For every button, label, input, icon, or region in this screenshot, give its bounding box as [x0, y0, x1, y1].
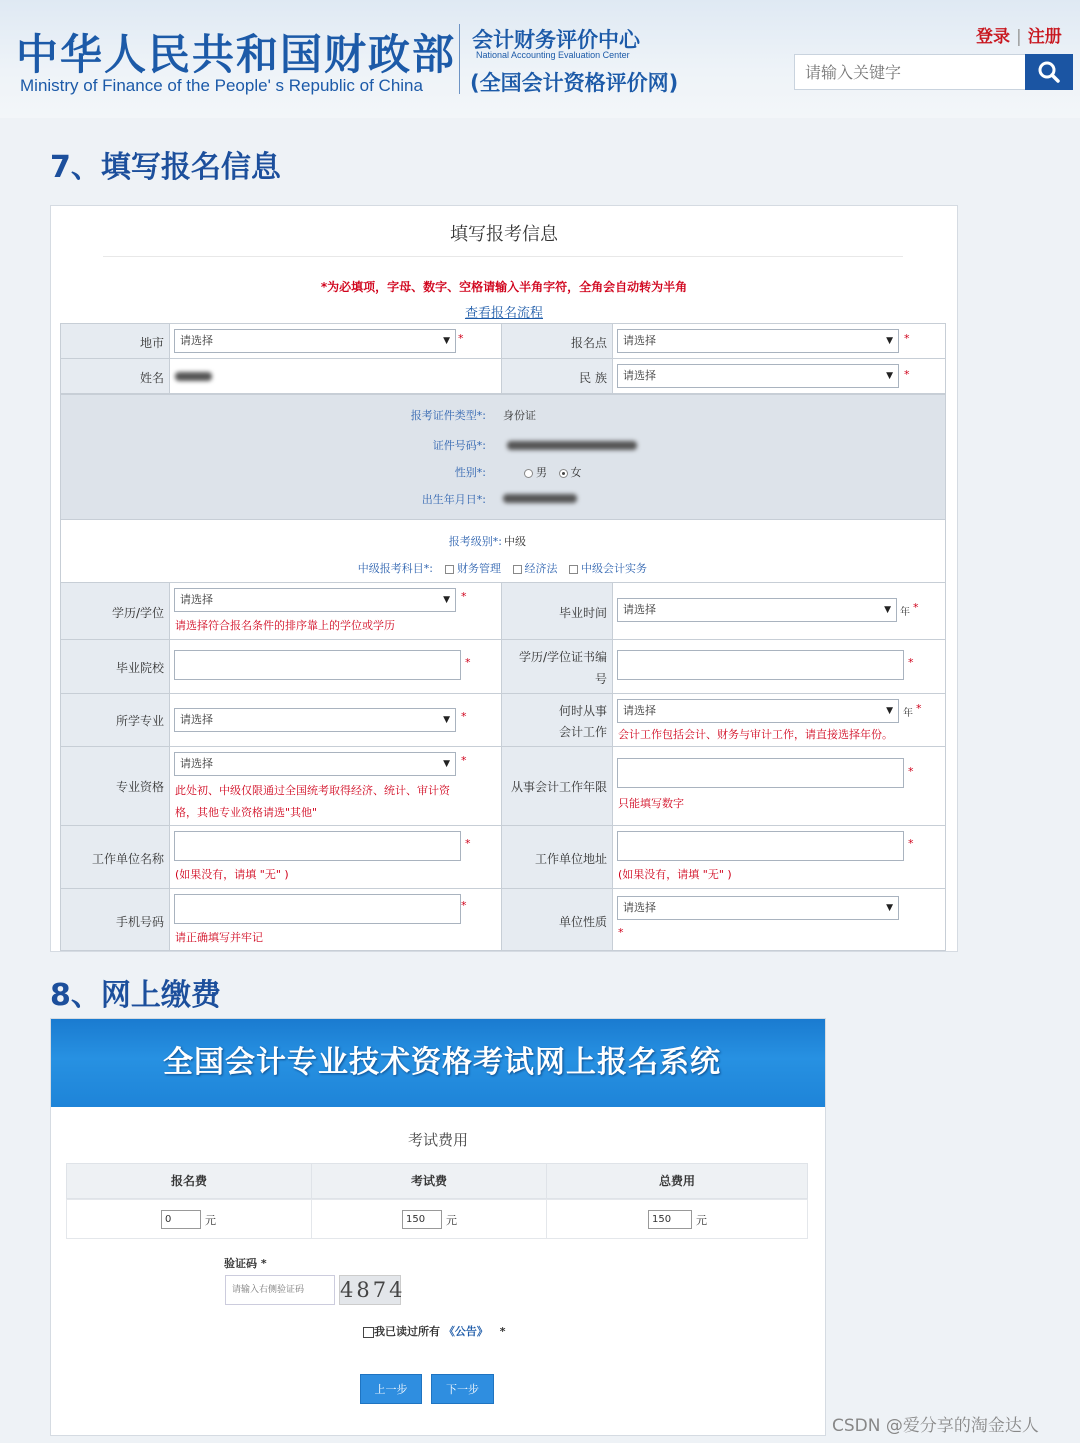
captcha-input[interactable]: [226, 1276, 334, 1304]
search-icon: [1025, 54, 1073, 90]
auth-links: [976, 22, 1062, 47]
city-select[interactable]: [174, 329, 456, 353]
view-process-link[interactable]: 查看报名流程: [464, 306, 543, 321]
phone-input[interactable]: [174, 894, 461, 924]
chevron-down-icon: ▼: [884, 605, 891, 615]
step7-title: 7、填写报名信息: [50, 150, 281, 185]
required-mark: *: [461, 754, 467, 767]
gender-radios: [524, 464, 582, 480]
id-type-label: 报考证件类型*:: [410, 409, 486, 422]
chevron-down-icon: ▼: [443, 759, 450, 769]
subject-option-2: 经济法: [524, 562, 558, 575]
agreement-text: 我已读过所有: [374, 1325, 440, 1338]
step8-title: 8、网上缴费: [50, 978, 221, 1013]
phone-hint: 请正确填写并牢记: [175, 931, 263, 944]
registration-fee-field[interactable]: 0: [161, 1210, 201, 1229]
year-unit: 年: [903, 708, 913, 719]
required-mark: *: [465, 837, 471, 850]
subject-option-1: 财务管理: [457, 562, 501, 575]
currency-label: 元: [696, 1214, 707, 1227]
search-box: [794, 54, 1026, 90]
label-cell: [501, 358, 613, 394]
start-work-select[interactable]: [617, 699, 899, 723]
exam-site-select-value: 请选择: [623, 334, 656, 347]
center-subtitle: (全国会计资格评价网): [470, 71, 679, 95]
school-input[interactable]: [174, 650, 461, 680]
unit-type-label: 单位性质: [558, 915, 607, 929]
label-cell: [60, 825, 170, 889]
grad-time-select[interactable]: [617, 598, 897, 622]
employer-addr-hint: (如果没有，请填 "无" ): [618, 868, 732, 881]
education-label: 学历/学位: [111, 606, 164, 620]
education-select-value: 请选择: [180, 593, 213, 606]
name-label: 姓名: [139, 371, 164, 385]
unit-type-select[interactable]: [617, 896, 899, 920]
fee-cell-registration: [66, 1199, 312, 1239]
agreement-checkbox[interactable]: [363, 1327, 374, 1338]
start-work-select-value: 请选择: [623, 704, 656, 717]
start-work-hint: 会计工作包括会计、财务与审计工作，请直接选择年份。: [618, 728, 893, 741]
center-title: 会计财务评价中心: [472, 28, 640, 52]
watermark: CSDN @爱分享的淘金达人: [832, 1416, 1039, 1436]
auth-separator: |: [1016, 27, 1022, 47]
system-banner: [51, 1019, 825, 1107]
gender-male-radio[interactable]: [524, 469, 533, 478]
label-cell: [501, 323, 613, 359]
required-mark: *: [618, 926, 624, 939]
label-cell: [501, 639, 613, 694]
gender-label: 性别*:: [454, 466, 486, 479]
years-hint: 只能填写数字: [618, 797, 684, 810]
ethnicity-select[interactable]: [617, 364, 899, 388]
redacted-birthdate: [503, 494, 577, 503]
required-mark: *: [904, 368, 910, 381]
fee-header-total: 总费用: [546, 1163, 808, 1199]
exam-site-select[interactable]: [617, 329, 899, 353]
employer-hint: (如果没有，请填 "无" ): [175, 868, 289, 881]
chevron-down-icon: ▼: [886, 706, 893, 716]
site-logo-title[interactable]: 中华人民共和国财政部: [16, 30, 457, 79]
major-label: 所学专业: [115, 714, 164, 728]
gender-male-label: 男: [536, 466, 547, 479]
fee-cell-total: [546, 1199, 808, 1239]
education-select[interactable]: [174, 588, 456, 612]
subject-checkbox[interactable]: [513, 565, 522, 574]
payment-panel: [50, 1018, 826, 1436]
unit-type-select-value: 请选择: [623, 901, 656, 914]
name-value-cell: [169, 358, 502, 394]
qualification-hint-2: 格，其他专业资格请选"其他": [175, 806, 318, 819]
required-mark: *: [908, 656, 914, 669]
exam-site-label: 报名点: [570, 336, 607, 350]
label-cell: [60, 582, 170, 640]
chevron-down-icon: ▼: [886, 371, 893, 381]
currency-label: 元: [446, 1214, 457, 1227]
gender-female-label: 女: [570, 466, 582, 479]
chevron-down-icon: ▼: [886, 903, 893, 913]
cert-number-label-2: 号: [594, 672, 607, 686]
label-cell: [60, 888, 170, 951]
birthdate-label: 出生年月日*:: [421, 493, 486, 506]
years-label: 从事会计工作年限: [510, 780, 607, 794]
form-notice: *为必填项，字母、数字、空格请输入半角字符，全角会自动转为半角: [320, 280, 688, 294]
ethnicity-label: 民 族: [579, 371, 607, 385]
prev-step-button[interactable]: 上一步: [360, 1374, 422, 1404]
major-select[interactable]: [174, 708, 456, 732]
required-mark: *: [461, 590, 467, 603]
label-cell: [60, 358, 170, 394]
grad-time-select-value: 请选择: [623, 603, 656, 616]
chevron-down-icon: ▼: [886, 336, 893, 346]
qualification-select-value: 请选择: [180, 757, 213, 770]
subject-checkbox[interactable]: [445, 565, 454, 574]
site-header: [0, 0, 1080, 118]
required-mark: *: [908, 765, 914, 778]
label-cell: [501, 888, 613, 951]
label-cell: [501, 746, 613, 826]
cert-number-input[interactable]: [617, 650, 904, 680]
major-select-value: 请选择: [180, 713, 213, 726]
chevron-down-icon: ▼: [443, 715, 450, 725]
register-link[interactable]: 注册: [1027, 27, 1062, 47]
system-banner-title: 全国会计专业技术资格考试网上报名系统: [163, 1045, 721, 1080]
ethnicity-select-value: 请选择: [623, 369, 656, 382]
employer-label: 工作单位名称: [91, 852, 164, 866]
required-mark: *: [499, 1325, 506, 1338]
level-label: 报考级别*:: [448, 535, 502, 548]
exam-fee-field[interactable]: 150: [402, 1210, 442, 1229]
required-mark: *: [458, 332, 464, 345]
start-work-label-2: 会计工作: [558, 725, 607, 739]
start-work-label: 何时从事: [558, 704, 607, 718]
site-logo-subtitle: Ministry of Finance of the People' s Republic of China: [20, 76, 423, 95]
required-mark: *: [461, 710, 467, 723]
phone-label: 手机号码: [115, 915, 164, 929]
form-title: 填写报考信息: [450, 224, 558, 245]
city-select-value: 请选择: [180, 334, 213, 347]
required-mark: *: [913, 601, 919, 614]
label-cell: [501, 582, 613, 640]
subject-checkbox[interactable]: [569, 565, 578, 574]
education-hint: 请选择符合报名条件的排序靠上的学位或学历: [175, 619, 395, 632]
next-step-button[interactable]: 下一步: [431, 1374, 494, 1404]
grad-time-label: 毕业时间: [558, 606, 607, 620]
qualification-label: 专业资格: [115, 780, 164, 794]
agreement-row: [363, 1323, 505, 1339]
identity-block: [60, 394, 946, 520]
level-block: [60, 519, 946, 583]
qualification-hint: 此处初、中级仅限通过全国统考取得经济、统计、审计资: [175, 784, 450, 797]
redacted-name: [175, 372, 212, 381]
redacted-id-number: [507, 441, 637, 450]
gender-female-radio[interactable]: [559, 469, 568, 478]
label-cell: [60, 639, 170, 694]
center-english-title: National Accounting Evaluation Center: [476, 50, 630, 60]
form-divider: [103, 256, 903, 257]
year-unit: 年: [900, 607, 910, 618]
subjects-label: 中级报考科目*:: [357, 562, 433, 575]
fee-section-title: 考试费用: [407, 1131, 468, 1149]
login-link[interactable]: 登录: [976, 27, 1010, 47]
announcement-link[interactable]: 《公告》: [443, 1325, 488, 1338]
fee-header-exam: 考试费: [311, 1163, 547, 1199]
employer-addr-input[interactable]: [617, 831, 904, 861]
fee-cell-exam: [311, 1199, 547, 1239]
id-number-label: 证件号码*:: [432, 439, 486, 452]
employer-addr-label: 工作单位地址: [534, 852, 607, 866]
search-button[interactable]: [1025, 54, 1073, 90]
subjects-options: [437, 560, 647, 576]
captcha-input-box: [225, 1275, 335, 1305]
qualification-select[interactable]: [174, 752, 456, 776]
city-label: 地市: [139, 336, 164, 350]
fee-header-registration: 报名费: [66, 1163, 312, 1199]
chevron-down-icon: ▼: [443, 595, 450, 605]
cert-number-label: 学历/学位证书编: [518, 650, 607, 664]
header-divider: [459, 24, 460, 94]
search-input[interactable]: [795, 55, 1025, 89]
label-cell: [501, 693, 613, 747]
chevron-down-icon: ▼: [443, 336, 450, 346]
required-mark: *: [916, 702, 922, 715]
total-fee-field[interactable]: 150: [648, 1210, 692, 1229]
captcha-label: 验证码 *: [224, 1257, 267, 1270]
school-label: 毕业院校: [115, 661, 164, 675]
label-cell: [501, 825, 613, 889]
years-input[interactable]: [617, 758, 904, 788]
subject-option-3: 中级会计实务: [581, 562, 647, 575]
label-cell: [60, 693, 170, 747]
label-cell: [60, 746, 170, 826]
label-cell: [60, 323, 170, 359]
captcha-image[interactable]: 4874: [339, 1275, 401, 1305]
employer-input[interactable]: [174, 831, 461, 861]
required-mark: *: [904, 332, 910, 345]
required-mark: *: [461, 899, 467, 912]
currency-label: 元: [205, 1214, 216, 1227]
id-type-value: 身份证: [503, 409, 536, 422]
level-value: 中级: [504, 535, 526, 548]
required-mark: *: [465, 656, 471, 669]
required-mark: *: [908, 837, 914, 850]
